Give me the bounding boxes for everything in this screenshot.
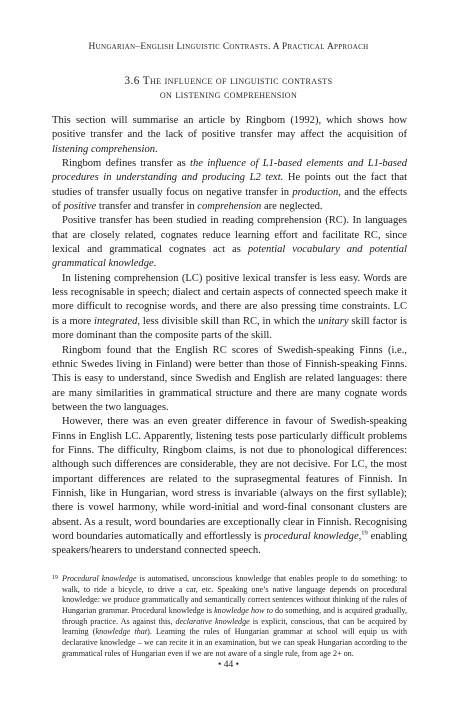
text-run: enabling speakers/hearers to understand connected speech.	[52, 530, 407, 557]
italic-text: production	[292, 186, 339, 198]
italic-text: positive	[63, 201, 97, 213]
text-run: , and the effects of	[52, 186, 407, 213]
text-run: Positive transfer has been studied in reading comprehension (RC). In languages that are closely related, cognates reduce learning effort and facilitate RC, since lexical and grammatical cognates act as	[52, 215, 407, 256]
footnote-number: 19	[52, 575, 58, 581]
text-run: ). Learning the rules of Hungarian grammar at school will equip us with declarative knowledge – we can recite it in an examination, but we can speak Hungarian according to the grammatical rules of Hungarian even if we are not aware of a single rule, from age 2+ on.	[62, 627, 408, 658]
italic-text: knowledge how to	[214, 605, 273, 615]
paragraph	[52, 157, 407, 214]
text-run: .	[153, 258, 157, 270]
italic-text: comprehension	[197, 201, 262, 213]
text-run: He points out the fact that studies of transfer usually focus on negative transfer in	[52, 172, 407, 198]
text-run: .	[155, 143, 158, 155]
paragraph	[52, 214, 407, 271]
text-run: This section will summarise an article by Ringbom (1992), which shows how positive transfer and the lack of positive transfer may affect the acquisition of	[52, 115, 407, 141]
italic-text: declarative knowledge	[175, 616, 250, 626]
italic-text: potential vocabulary and potential grammatical knowledge	[52, 244, 408, 270]
text-run: Ringbom defines transfer as	[62, 158, 191, 170]
text-run: skill factor is more dominant than the composite parts of the skill.	[52, 315, 407, 342]
italic-text: knowledge that	[95, 627, 148, 637]
italic-text: integrated	[94, 315, 138, 327]
italic-text: procedural knowledge,	[264, 530, 362, 542]
footnote-reference: 19	[361, 529, 368, 537]
running-head: Hungarian–English Linguistic Contrasts. A Practical Approach	[88, 42, 369, 52]
text-run: is explicit, conscious, that can be acquired by learning (	[62, 616, 407, 637]
footnote	[52, 574, 407, 659]
italic-text: Procedural knowledge	[62, 574, 137, 583]
paragraph	[52, 344, 407, 416]
italic-text: unitary	[318, 315, 349, 327]
footnote-text	[62, 574, 407, 659]
paragraph	[52, 272, 407, 344]
text-run: , less divisible skill than RC, in which the	[137, 315, 319, 327]
paragraph	[52, 114, 407, 157]
text-run: do something, and is acquired gradually, through practice. As against this,	[62, 605, 407, 626]
italic-text: listening comprehension	[52, 143, 156, 155]
page-number: • 44 •	[218, 660, 239, 670]
text-run: However, there was an even greater difference in favour of Swedish-speaking Finns in English LC. Apparently, listening tests pose particularly difficult problems for Finns. The difficulty, Ringbom claims, is not due to phonological differences: although such differences are considerable, they are not decisive. For LC, the most important differences are related to the suprasegmental features of Finnish. In Finnish, like in Hungarian, word stress is invariable (always on the first syllable); there is vowel harmony, while word-initial and word-final consonant clusters are absent. As a result, word boundaries are exceptionally clear in Finnish. Recognising word boundaries automatically and effortlessly is	[52, 416, 407, 542]
section-heading	[0, 74, 457, 102]
text-run: are neglected.	[261, 201, 323, 213]
section-heading-line-2: on listening comprehension	[159, 89, 298, 101]
italic-text: the influence of L1-based elements and L1-based procedures in understanding and producing L2 text.	[52, 158, 407, 184]
text-run: transfer and transfer in	[96, 201, 198, 213]
text-run: In listening comprehension (LC) positive lexical transfer is less easy. Words are less recognisable in speech; dialect and certain aspects of connected speech make it more difficult to recognise words, and there are also pressing time constraints. LC is a more	[52, 272, 407, 327]
section-heading-line-1: 3.6 The influence of linguistic contrasts	[124, 75, 333, 87]
paragraph	[52, 415, 407, 558]
text-run: Ringbom found that the English RC scores of Swedish-speaking Finns (i.e., ethnic Swedes living in Finland) were better than those of Finnish-speaking Finns. This is easy to understand, since Swedish and English are related languages: there are many similarities in grammatical structure and there are many cognate words between the two languages.	[52, 344, 407, 413]
body-text	[52, 114, 407, 559]
text-run: is automatised, unconscious knowledge that enables people to do something: to walk, to ride a bicycle, to drive a car, etc. Speaking one’s native language depends on procedural knowledge: we produce grammatically and semantically correct sentences without thinking of the rules of Hungarian grammar. Procedural knowledge is	[62, 574, 408, 615]
